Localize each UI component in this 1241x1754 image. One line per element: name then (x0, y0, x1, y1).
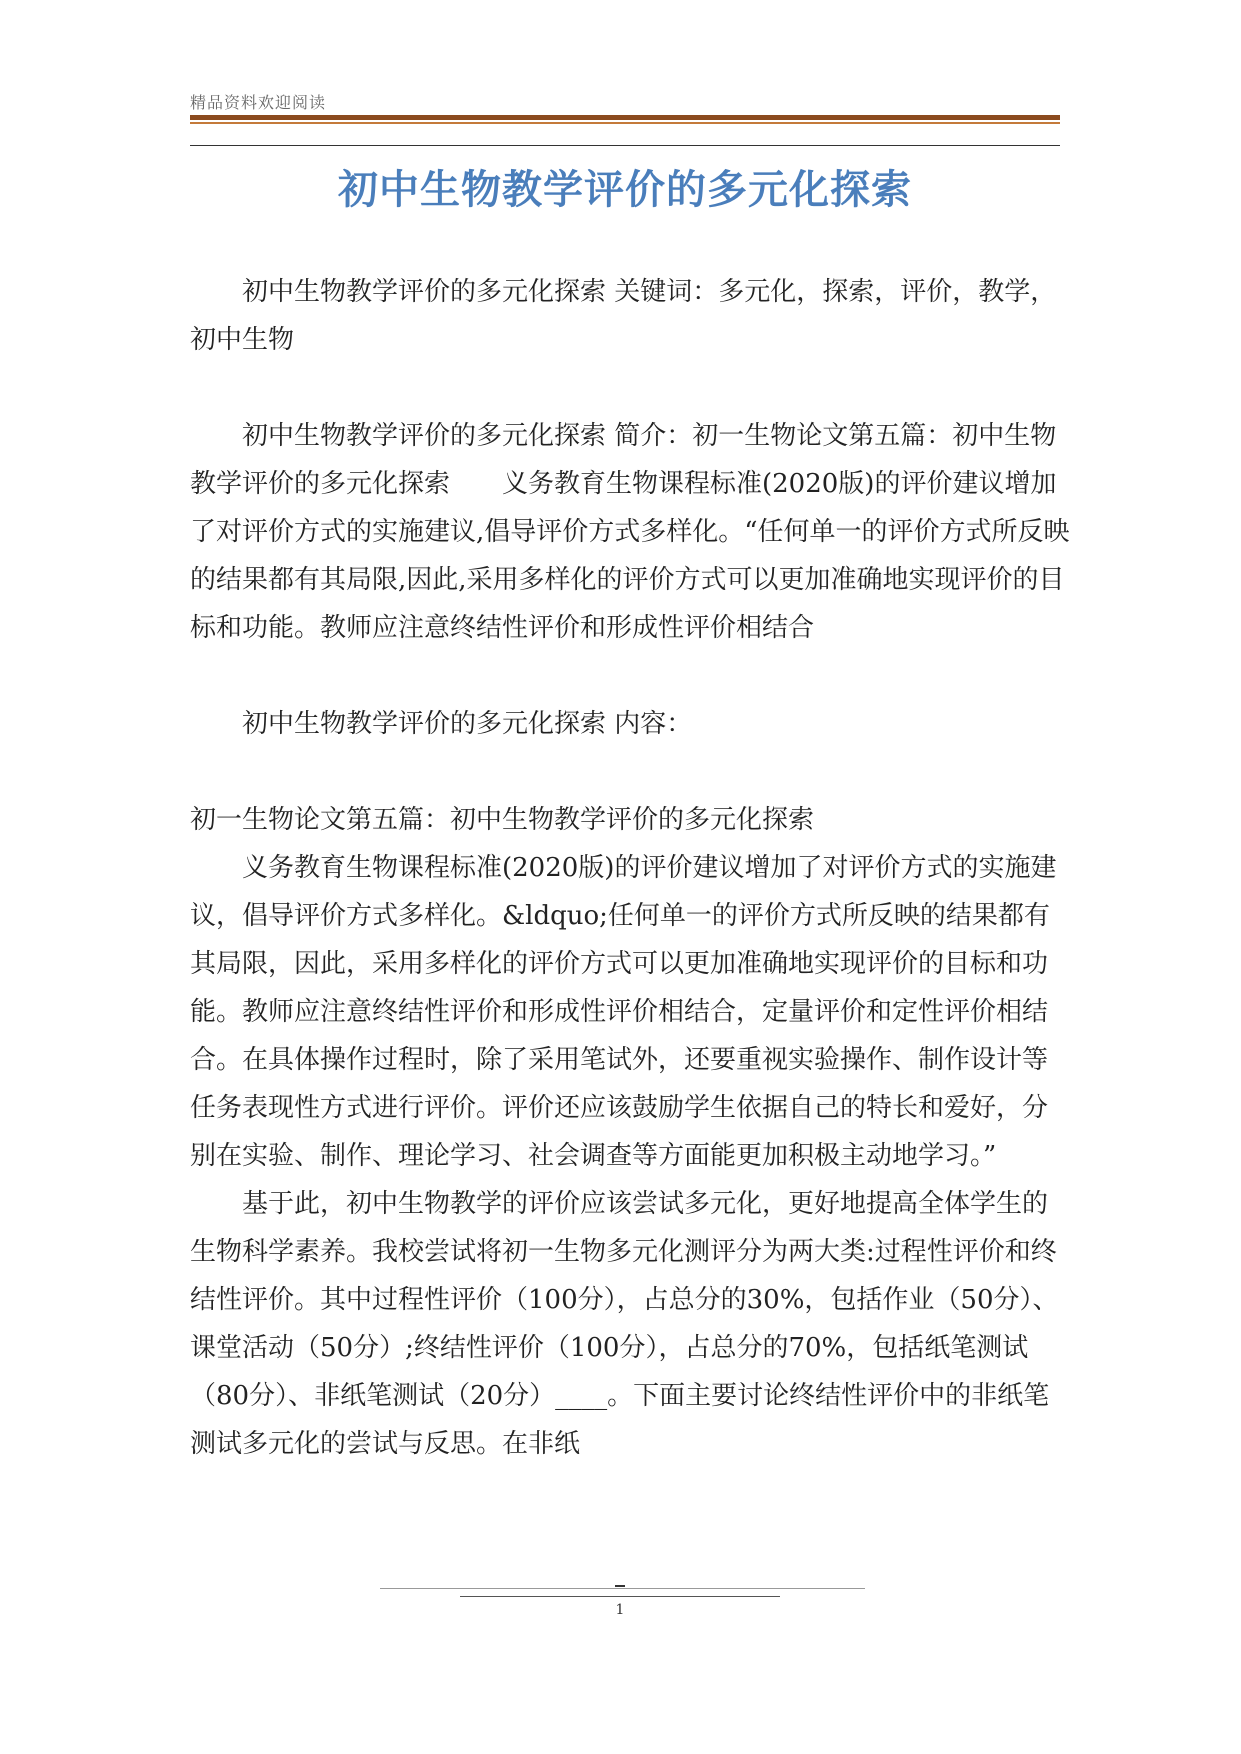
content-label-paragraph: 初中生物教学评价的多元化探索 内容： (242, 709, 693, 739)
footer-rule-outer (380, 1588, 865, 1589)
keywords-paragraph: 初中生物教学评价的多元化探索 关键词：多元化，探索，评价，教学，初中生物 (190, 277, 1057, 355)
paragraph-gap (190, 748, 1070, 796)
paragraph-gap (190, 652, 1070, 700)
document-body (190, 268, 1070, 1468)
body-paragraph-2: 基于此，初中生物教学的评价应该尝试多元化，更好地提高全体学生的生物科学素养。我校尝试将初一生物多元化测评分为两大类:过程性评价和终结性评价。其中过程性评价（100分），占总分的30%，包括作业（50分）、课堂活动（50分）;终结性评价（100分），占总分的70%，包括纸笔测试（80分）、非纸笔测试（20分）____。下面主要讨论终结性评价中的非纸笔测试多元化的尝试与反思。在非纸 (190, 1189, 1059, 1459)
footer-dash (615, 1585, 625, 1587)
document-title: 初中生物教学评价的多元化探索 (338, 167, 912, 213)
header-rule-thin (190, 122, 1060, 124)
article-heading-paragraph: 初一生物论文第五篇：初中生物教学评价的多元化探索 (190, 805, 815, 835)
header-rule-hair (190, 145, 1060, 146)
footer-rule-inner (460, 1596, 780, 1597)
paragraph-gap (190, 364, 1070, 412)
header-text: 精品资料欢迎阅读 (190, 93, 327, 112)
page-number: 1 (615, 1602, 625, 1618)
body-paragraph-1: 义务教育生物课程标准(2020版)的评价建议增加了对评价方式的实施建议，倡导评价方式多样化。&ldquo;任何单一的评价方式所反映的结果都有其局限，因此，采用多样化的评价方式可以更加准确地实现评价的目标和功能。教师应注意终结性评价和形成性评价相结合，定量评价和定性评价相结合。在具体操作过程时，除了采用笔试外，还要重视实验操作、制作设计等任务表现性方式进行评价。评价还应该鼓励学生依据自己的特长和爱好，分别在实验、制作、理论学习、社会调查等方面能更加积极主动地学习。” (190, 853, 1057, 1171)
header-rule-thick (190, 115, 1060, 120)
summary-paragraph: 初中生物教学评价的多元化探索 简介：初一生物论文第五篇：初中生物教学评价的多元化探索 义务教育生物课程标准(2020版)的评价建议增加了对评价方式的实施建议,倡导评价方式多样化。“任何单一的评价方式所反映的结果都有其局限,因此,采用多样化的评价方式可以更加准确地实现评价的目标和功能。教师应注意终结性评价和形成性评价相结合 (190, 421, 1070, 643)
